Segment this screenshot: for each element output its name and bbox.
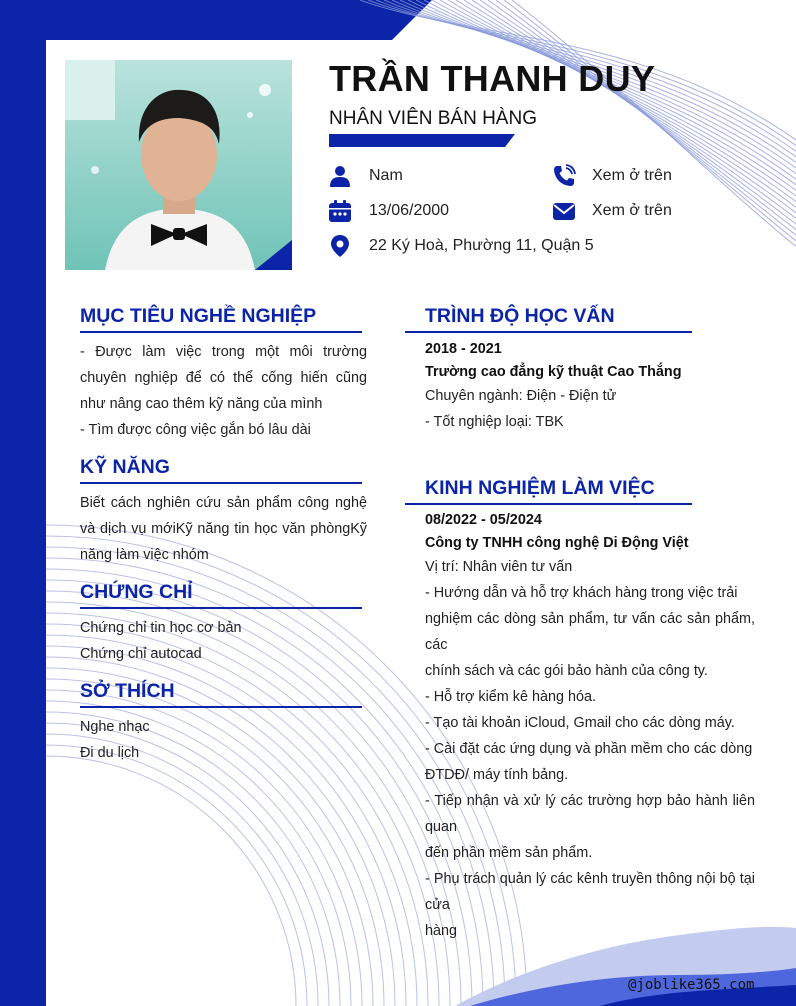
experience-heading: KINH NGHIỆM LÀM VIỆC <box>425 477 655 499</box>
education-major: Chuyên ngành: Điện - Điện tử <box>425 388 617 404</box>
experience-line: hàng <box>425 923 458 939</box>
certificate-item: Chứng chỉ autocad <box>80 646 202 662</box>
birthdate-value: 13/06/2000 <box>369 202 450 219</box>
hobbies-list <box>80 714 367 766</box>
education-grade: - Tốt nghiệp loại: TBK <box>425 414 564 430</box>
experience-line: đến phần mềm sản phẩm. <box>425 845 593 861</box>
experience-line: ĐTDĐ/ máy tính bảng. <box>425 767 569 783</box>
certificate-item: Chứng chỉ tin học cơ bản <box>80 620 242 636</box>
phone-icon <box>552 164 576 188</box>
address-value: 22 Ký Hoà, Phường 11, Quận 5 <box>369 237 594 254</box>
education-rule <box>405 331 692 333</box>
skills-heading: KỸ NĂNG <box>80 456 170 478</box>
full-name: TRẦN THANH DUY <box>329 58 656 99</box>
certificates-rule <box>80 607 362 609</box>
envelope-icon <box>552 199 576 223</box>
experience-rule <box>405 503 692 505</box>
phone-value: Xem ở trên <box>592 167 672 184</box>
objective-rule <box>80 331 362 333</box>
objective-line: - Tìm được công việc gắn bó lâu dài <box>80 422 311 438</box>
hobby-item: Đi du lịch <box>80 745 140 761</box>
skills-text: Biết cách nghiên cứu sản phẩm công nghệ và dịch vụ mớiKỹ năng tin học văn phòngKỹ năng làm việc nhóm <box>80 495 367 563</box>
experience-line: - Hướng dẫn và hỗ trợ khách hàng trong việc trải <box>425 585 738 601</box>
profile-photo <box>65 60 292 270</box>
experience-period: 08/2022 - 05/2024 <box>425 512 542 528</box>
person-icon <box>328 164 352 188</box>
hobby-item: Nghe nhạc <box>80 719 150 735</box>
experience-line: - Phụ trách quản lý các kênh truyền thông nội bộ tại cửa <box>425 871 755 913</box>
certificates-heading: CHỨNG CHỈ <box>80 581 193 603</box>
certificates-list <box>80 615 367 667</box>
skills-rule <box>80 482 362 484</box>
job-title-underline <box>329 134 515 147</box>
education-period: 2018 - 2021 <box>425 341 502 357</box>
hobbies-heading: SỞ THÍCH <box>80 680 175 702</box>
hobbies-rule <box>80 706 362 708</box>
objective-heading: MỤC TIÊU NGHỀ NGHIỆP <box>80 305 317 327</box>
experience-line: - Cài đặt các ứng dụng và phần mềm cho các dòng <box>425 741 753 757</box>
education-school: Trường cao đẳng kỹ thuật Cao Thắng <box>425 364 682 380</box>
experience-line: chính sách và các gói bảo hành của công ty. <box>425 663 708 679</box>
experience-company: Công ty TNHH công nghệ Di Động Việt <box>425 535 689 551</box>
gender-value: Nam <box>369 167 403 184</box>
experience-line: - Tạo tài khoản iCloud, Gmail cho các dòng máy. <box>425 715 735 731</box>
experience-line: nghiệm các dòng sản phẩm, tư vấn các sản phẩm, các <box>425 611 755 653</box>
watermark: @joblike365.com <box>628 977 755 993</box>
objective-line: - Được làm việc trong một môi trường chuyên nghiệp để có thể cống hiến cũng như nâng cao thêm kỹ năng của mình <box>80 344 367 412</box>
calendar-icon <box>328 199 352 223</box>
experience-position: Vị trí: Nhân viên tư vấn <box>425 559 573 575</box>
education-heading: TRÌNH ĐỘ HỌC VẤN <box>425 305 615 327</box>
objective-text <box>80 339 367 443</box>
experience-body <box>425 508 755 944</box>
job-title: NHÂN VIÊN BÁN HÀNG <box>329 108 537 129</box>
education-body <box>425 337 755 435</box>
location-pin-icon <box>328 234 352 258</box>
experience-line: - Hỗ trợ kiểm kê hàng hóa. <box>425 689 597 705</box>
experience-line: - Tiếp nhận và xử lý các trường hợp bảo hành liên quan <box>425 793 755 835</box>
email-value: Xem ở trên <box>592 202 672 219</box>
